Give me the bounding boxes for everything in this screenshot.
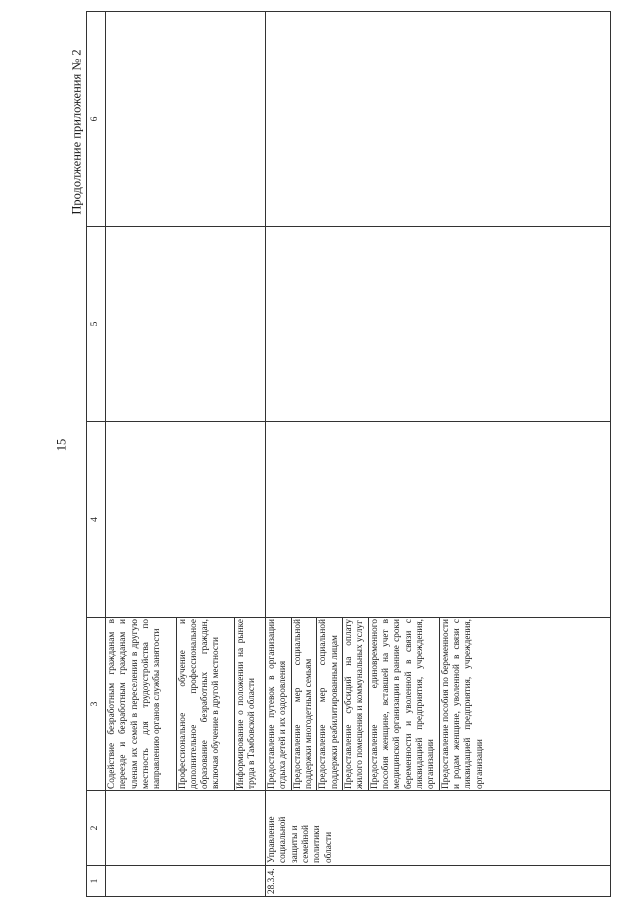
col-header-4: 4 [87,422,106,618]
cell-col6-previous [106,12,266,227]
service-list-main [266,618,487,790]
service-text: Профессиональное обучение и дополнительное профессиональное образование безработных граждан, включая обучение в другой местности [176,618,234,790]
col-header-5: 5 [87,227,106,422]
list-item [342,618,368,790]
list-item [368,618,439,790]
service-list-previous [106,618,259,790]
list-item [317,618,343,790]
list-item [234,618,259,790]
col-header-1: 1 [87,866,106,897]
col-header-3: 3 [87,618,106,791]
service-text: Информирование о положении на рынке труда в Тамбовской области [235,619,257,789]
list-item [266,618,291,790]
rotated-table [86,42,611,897]
cell-organization: Управление социальной защиты и семейной политики области [266,791,611,866]
column-header-row [87,12,106,897]
list-item [439,618,487,790]
service-text: Предоставление пособия по беременности и родам женщине, уволенной в связи с ликвидацией предприятия, учреждения, организации [440,619,485,789]
service-text: Предоставление мер социальной поддержки реабилитированным лицам [317,618,343,790]
col-header-6: 6 [87,12,106,227]
cell-col5-previous [106,227,266,422]
list-item [106,618,176,790]
list-item [291,618,317,790]
service-text: Предоставление мер социальной поддержки многодетным семьям [291,618,317,790]
list-item [176,618,234,790]
services-table [86,11,611,897]
cell-services-main [266,618,611,791]
cell-col4-main [266,422,611,618]
cell-number-empty [106,866,266,897]
cell-row-number: 28.3.4. [266,866,611,897]
page-number-text: 15 [54,438,69,452]
service-text: Предоставление единовременного пособия женщине, вставшей на учет в медицинской организации в ранние сроки беременности и уволенной в связи с ликвидацией предприятия, учреждения, организации [368,618,439,790]
service-text: Содействие безработным гражданам в переезде и безработным гражданам и членам их семей в переселении в другую местность для трудоустройства по направлению органов службы занятости [106,618,176,790]
continuation-note [68,32,86,232]
cell-services-previous [106,618,266,791]
service-text: Предоставление субсидий на оплату жилого помещения и коммунальных услуг [342,618,368,790]
cell-col4-previous [106,422,266,618]
table-row-28-3-4 [266,12,611,897]
col-header-2: 2 [87,791,106,866]
page-number [54,432,70,458]
continuation-text: Продолжение приложения № 2 [69,49,84,215]
cell-organization-empty [106,791,266,866]
cell-col5-main [266,227,611,422]
table-row-previous [106,12,266,897]
table-container [86,42,611,897]
service-text: Предоставление путевок в организации отдыха детей и их оздоровления [266,618,291,790]
cell-col6-main [266,12,611,227]
